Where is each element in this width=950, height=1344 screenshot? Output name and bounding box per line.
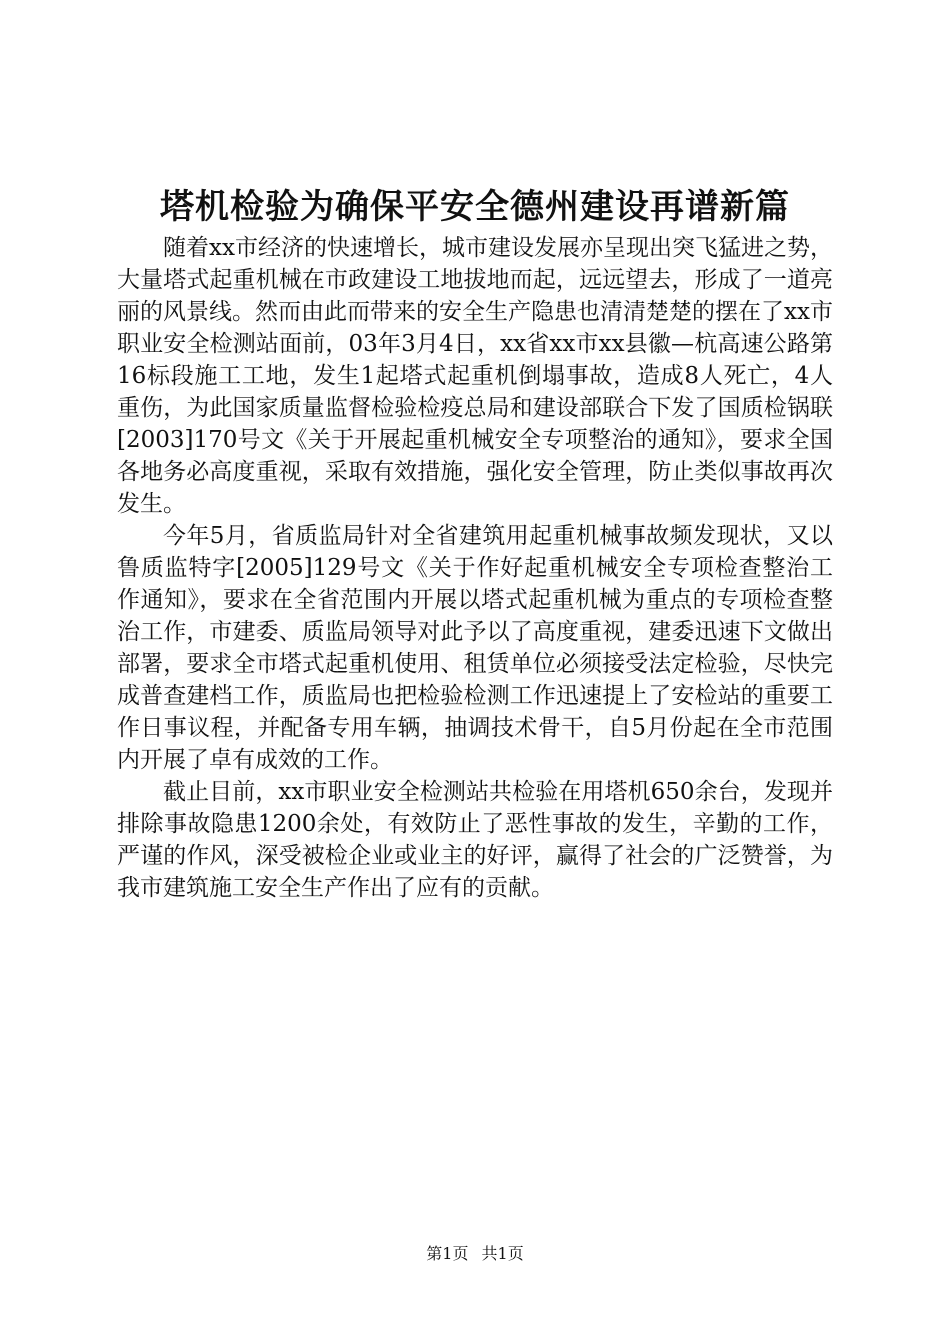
- paragraph-1: 随着xx市经济的快速增长，城市建设发展亦呈现出突飞猛进之势，大量塔式起重机械在市政建设工地拔地而起，远远望去，形成了一道亮丽的风景线。然而由此而带来的安全生产隐患也清清楚楚的摆在了xx市职业安全检测站面前，03年3月4日，xx省xx市xx县徽—杭高速公路第16标段施工工地，发生1起塔式起重机倒塌事故，造成8人死亡，4人重伤，为此国家质量监督检验检疫总局和建设部联合下发了国质检锅联[2003]170号文《关于开展起重机械安全专项整治的通知》，要求全国各地务必高度重视，采取有效措施，强化安全管理，防止类似事故再次发生。: [117, 235, 833, 517]
- paragraph-3: 截止目前，xx市职业安全检测站共检验在用塔机650余台，发现并排除事故隐患1200余处，有效防止了恶性事故的发生，辛勤的工作，严谨的作风，深受被检企业或业主的好评，赢得了社会的广泛赞誉，为我市建筑施工安全生产作出了应有的贡献。: [117, 779, 833, 901]
- paragraph-2: 今年5月，省质监局针对全省建筑用起重机械事故频发现状，又以鲁质监特字[2005]129号文《关于作好起重机械安全专项检查整治工作通知》，要求在全省范围内开展以塔式起重机械为重点的专项检查整治工作，市建委、质监局领导对此予以了高度重视，建委迅速下文做出部署，要求全市塔式起重机使用、租赁单位必须接受法定检验，尽快完成普查建档工作，质监局也把检验检测工作迅速提上了安检站的重要工作日事议程，并配备专用车辆，抽调技术骨干，自5月份起在全市范围内开展了卓有成效的工作。: [117, 523, 833, 773]
- page-number-current: 第1页: [426, 1244, 469, 1263]
- document-title: 塔机检验为确保平安全德州建设再谱新篇: [160, 187, 790, 227]
- page-footer: [0, 1243, 950, 1265]
- page-number-total: 共1页: [481, 1244, 524, 1263]
- document-body: [117, 232, 833, 904]
